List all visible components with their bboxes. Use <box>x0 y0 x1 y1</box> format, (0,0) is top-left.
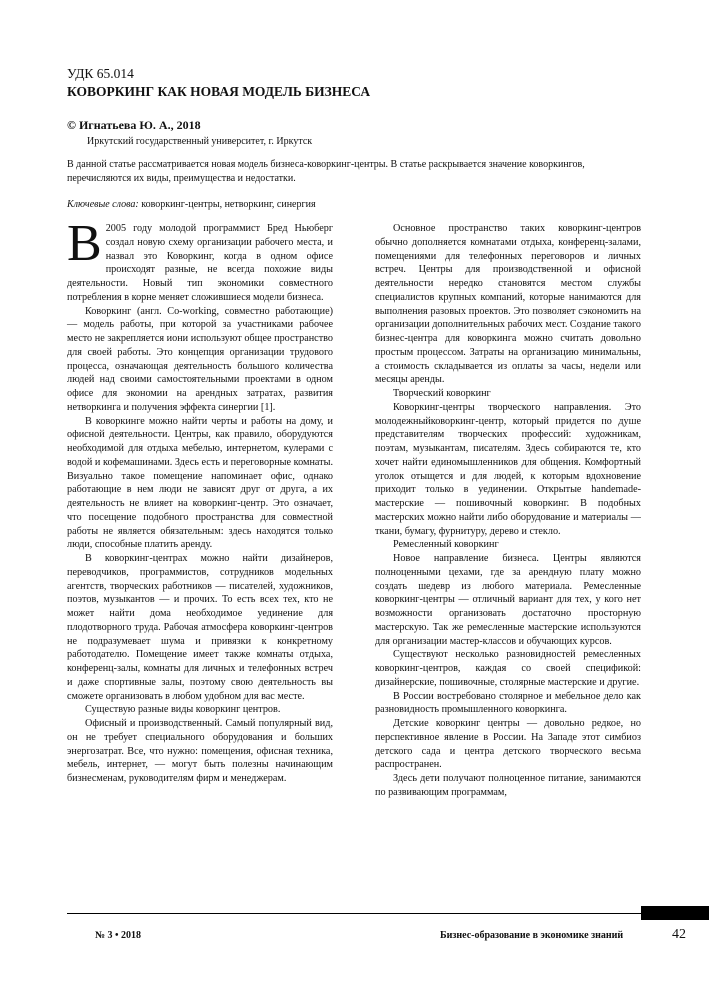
section-heading: Ремесленный коворкинг <box>393 539 499 551</box>
paragraph: Коворкинг-центры творческого направления. Это молодежныйковоркинг-центр, который придется по душе представителям творческих профессий: художникам, поэтам, музыкантам, писателям. Здесь собираются те, кто хочет найти единомышленников для общения. Комфортный уголок отыщется и для людей, к которым вдохновение приходит только в уединении. Открытые handemade-мастерские — пошивочный коворкинг. В подобных мастерских можно найти либо оборудование и материалы — ткани, бумагу, фурнитуру, дерево и стекло. <box>375 401 641 537</box>
first-paragraph <box>67 215 333 305</box>
paragraph: Детские коворкинг центры — довольно редкое, но перспективное явление в России. На Западе этот симбиоз детского сада и центра детского творческого весьма распространен. <box>375 718 641 771</box>
paragraph: В коворкинге можно найти черты и работы на дому, и офисной деятельности. Центры, как правило, оборудуются необходимой для отдыха мебелью, интернетом, кулерами с водой и кофемашинами. Здесь есть и переговорные комнаты. Визуально такое помещение напоминает офис, однако работающие в нем люди не зависят друг от друга, а их деятельность не влияет на коворкинг-центр. Это означает, что посещение подобного пространства для совместной работы не является обязательным: здесь находятся только люди, способные платить аренду. <box>67 415 333 551</box>
paragraph: Основное пространство таких коворкинг-центров обычно дополняется комнатами отдыха, конференц-залами, помещениями для телефонных переговоров и личных встреч. Центры для производственной и офисной деятельности нередко становятся местом службы специалистов крупных компаний, которые нанимаются для выполнения разовых проектов. Это позволяет сэкономить на организации дополнительных рабочих мест. Создание такого бизнес-центра для коворкинга можно считать довольно простым процессом. Затраты на организацию минимальны, а стоимость складывается из оплаты за часы, недели или месяцы аренды. <box>375 223 641 386</box>
paragraph: Здесь дети получают полноценное питание, занимаются по развивающим программам, <box>375 773 641 798</box>
keywords-text: коворкинг-центры, нетворкинг, синергия <box>138 199 316 210</box>
page-number: 42 <box>672 927 686 942</box>
udc-code: УДК 65.014 <box>67 66 134 81</box>
paragraph: В коворкинг-центрах можно найти дизайнеров, переводчиков, программистов, сотрудников модельных агентств, творческих работников — писателей, художников, поэтов, музыкантов — и прочих. То есть всех тех, кто не может найти дома необходимое уединение для плодотворного труда. Рабочая атмосфера коворкинг-центров не подразумевает шума и привязки к конкретному работодателю. Помещение имеет также комнаты отдыха, конференц-залы, комнаты для личных и телефонных встреч и даже спортивные залы, поэтому свою деятельность вы сможете организовать в любом удобном для вас месте. <box>67 553 333 702</box>
paragraph: Существуют несколько разновидностей ремесленных коворкинг-центров, каждая со своей спецификой: дизайнерские, пошивочные, столярные мастерские и другие. <box>375 649 641 688</box>
left-column <box>67 215 333 786</box>
footer-issue: № 3 • 2018 <box>95 930 142 941</box>
paragraph: Коворкинг (англ. Co-working, совместно работающие) — модель работы, при которой за участниками рабочее место не закрепляется иони используют общее пространство для своей работы. Это концепция организации трудового процесса, означающая деятельность большого количества людей над своими самостоятельными проектами в одном офисе для экономии на арендных затратах, развития нетворкинга и получения эффекта синергии [1]. <box>67 305 333 413</box>
first-paragraph-text: 2005 году молодой программист Бред Ньюберг создал новую схему организации рабочего места, и назвал это Коворкинг, когда в одном офисе происходят разные, не всегда похожие виды деятельности. Новый тип экономики совместного потребления в корне меняет сложившиеся модели бизнеса. <box>67 223 333 303</box>
footer-black-bar <box>641 906 709 920</box>
paragraph: Существую разные виды коворкинг центров. <box>85 704 281 716</box>
abstract: В данной статье рассматривается новая модель бизнеса-коворкинг-центры. В статье раскрывается значение коворкингов, перечисляются их виды, преимущества и недостатки. <box>67 159 585 184</box>
keywords <box>67 199 316 210</box>
footer-rule <box>67 913 642 914</box>
author-line: © Игнатьева Ю. А., 2018 <box>67 118 201 132</box>
affiliation: Иркутский государственный университет, г. Иркутск <box>87 136 313 147</box>
paragraph: Новое направление бизнеса. Центры являются полноценными цехами, где за арендную плату можно создать шедевр из любого материала. Ремесленные коворкинг-центры — отличный вариант для тех, у кого нет возможности организовать достаточно просторную мастерскую. Так же ремесленные мастерские используются для организации мастер-классов и обучающих курсов. <box>375 553 641 647</box>
drop-cap: В <box>67 215 102 272</box>
paragraph: Офисный и производственный. Самый популярный вид, он не требует специального оборудования и больших энергозатрат. Все, что нужно: помещения, офисная техника, мебель, интернет, — могут быть полезны начинающим бизнесменам, руководителям фирм и менеджерам. <box>67 718 333 784</box>
section-heading: Творческий коворкинг <box>393 388 491 399</box>
footer-journal: Бизнес-образование в экономике знаний <box>440 930 624 941</box>
right-column <box>375 222 641 800</box>
keywords-label: Ключевые слова: <box>67 199 139 210</box>
article-title: КОВОРКИНГ КАК НОВАЯ МОДЕЛЬ БИЗНЕСА <box>67 84 371 99</box>
paragraph: В России востребовано столярное и мебельное дело как разновидность промышленного коворкинга. <box>375 690 641 716</box>
